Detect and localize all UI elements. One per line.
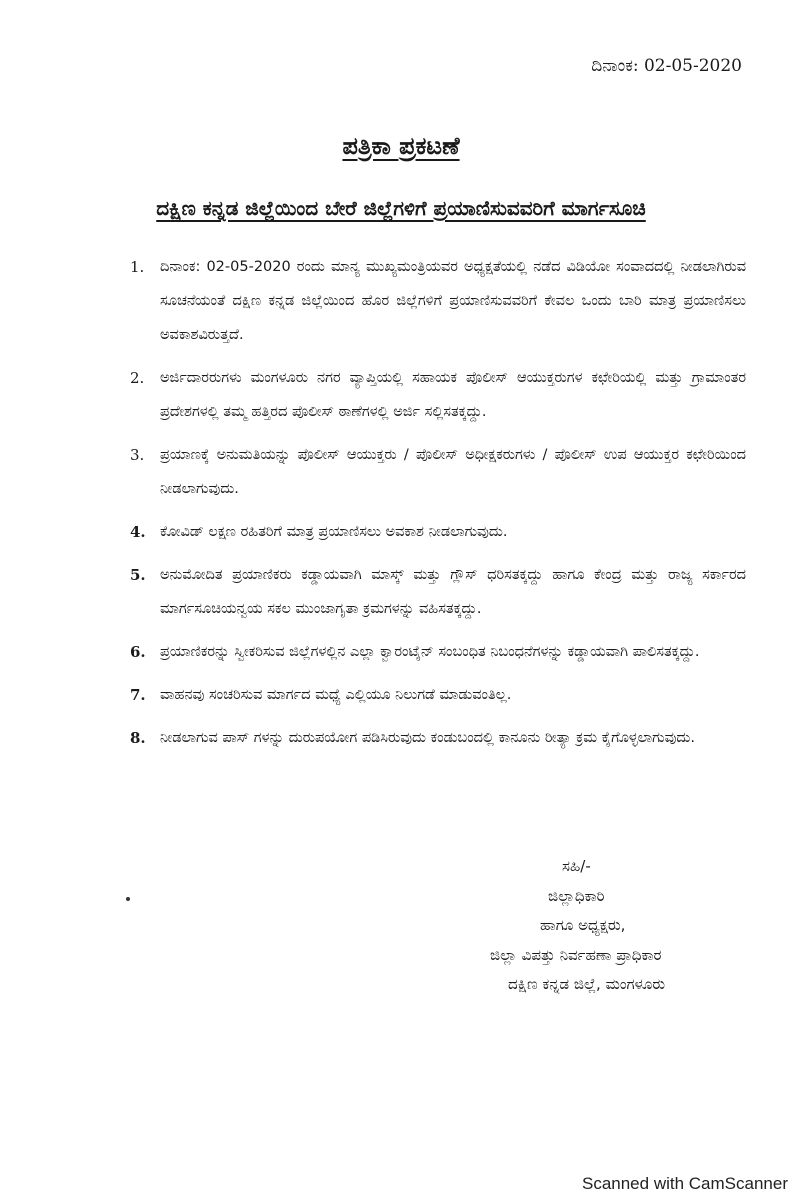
list-item-text: ನೀಡಲಾಗುವ ಪಾಸ್ ಗಳನ್ನು ದುರುಪಯೋಗ ಪಡಿಸಿರುವುದು ಕಂಡುಬಂದಲ್ಲಿ ಕಾನೂನು ರೀತ್ಯಾ ಕ್ರಮ ಕೈಗೊಳ್ಳಲಾಗುವುದು. <box>160 730 695 746</box>
list-item <box>130 250 746 352</box>
list-item-number: 8. <box>130 729 146 747</box>
signature-location: ದಕ್ಷಿಣ ಕನ್ನಡ ಜಿಲ್ಲೆ, ಮಂಗಳೂರು <box>508 975 666 993</box>
signature-designation: ಜಿಲ್ಲಾಧಿಕಾರಿ <box>548 886 605 905</box>
signature-authority: ಜಿಲ್ಲಾ ವಿಪತ್ತು ನಿರ್ವಹಣಾ ಪ್ರಾಧಿಕಾರ <box>490 945 662 964</box>
list-item-number: 3. <box>130 446 145 464</box>
document-subtitle <box>0 196 802 220</box>
list-item-number: 5. <box>130 566 146 584</box>
document-title-text: ಪತ್ರಿಕಾ ಪ್ರಕಟಣೆ <box>342 132 460 160</box>
list-item-text: ಪ್ರಯಾಣಿಕರನ್ನು ಸ್ವೀಕರಿಸುವ ಜಿಲ್ಲೆಗಳಲ್ಲಿನ ಎಲ್ಲಾ ಕ್ವಾರಂಟೈನ್ ಸಂಬಂಧಿತ ನಿಬಂಧನೆಗಳನ್ನು ಕಡ್ಡಾಯವಾಗಿ ಪಾಲಿಸತಕ್ಕದ್ದು. <box>160 644 700 660</box>
list-item-number: 4. <box>130 523 146 541</box>
list-item <box>130 558 746 626</box>
document-title <box>0 132 802 160</box>
list-item-text: ದಿನಾಂಕ: 02-05-2020 ರಂದು ಮಾನ್ಯ ಮುಖ್ಯಮಂತ್ರಿಯವರ ಅಧ್ಯಕ್ಷತೆಯಲ್ಲಿ ನಡೆದ ವಿಡಿಯೋ ಸಂವಾದದಲ್ಲಿ ನೀಡಲಾಗಿರುವ ಸೂಚನೆಯಂತೆ ದಕ್ಷಿಣ ಕನ್ನಡ ಜಿಲ್ಲೆಯಿಂದ ಹೊರ ಜಿಲ್ಲೆಗಳಿಗೆ ಪ್ರಯಾಣಿಸುವವರಿಗೆ ಕೇವಲ ಒಂದು ಬಾರಿ ಮಾತ್ರ ಪ್ರಯಾಣಿಸಲು ಅವಕಾಶವಿರುತ್ತದೆ. <box>160 259 746 343</box>
list-item <box>130 678 746 712</box>
list-item-text: ಕೋವಿಡ್ ಲಕ್ಷಣ ರಹಿತರಿಗೆ ಮಾತ್ರ ಪ್ರಯಾಣಿಸಲು ಅವಕಾಶ ನೀಡಲಾಗುವುದು. <box>160 524 508 540</box>
camscanner-watermark: Scanned with CamScanner <box>581 1174 788 1193</box>
list-item-number: 2. <box>130 369 145 387</box>
signature-role: ಹಾಗೂ ಅಧ್ಯಕ್ಷರು, <box>540 916 626 934</box>
list-item <box>130 438 746 506</box>
list-item-text: ವಾಹನವು ಸಂಚರಿಸುವ ಮಾರ್ಗದ ಮಧ್ಯೆ ಎಲ್ಲಿಯೂ ನಿಲುಗಡೆ ಮಾಡುವಂತಿಲ್ಲ. <box>160 687 512 703</box>
list-item-text: ಅನುಮೋದಿತ ಪ್ರಯಾಣಿಕರು ಕಡ್ಡಾಯವಾಗಿ ಮಾಸ್ಕ್ ಮತ್ತು ಗ್ಲೌಸ್ ಧರಿಸತಕ್ಕದ್ದು ಹಾಗೂ ಕೇಂದ್ರ ಮತ್ತು ರಾಜ್ಯ ಸರ್ಕಾರದ ಮಾರ್ಗಸೂಚಿಯನ್ವಯ ಸಕಲ ಮುಂಜಾಗೃತಾ ಕ್ರಮಗಳನ್ನು ವಹಿಸತಕ್ಕದ್ದು. <box>160 567 746 617</box>
signature-line: ಸಹಿ/- <box>562 857 591 875</box>
list-item <box>130 721 746 755</box>
signature-block <box>450 852 750 1000</box>
guidelines-list <box>130 250 746 755</box>
list-item-number: 6. <box>130 643 146 661</box>
list-item-text: ಅರ್ಜಿದಾರರುಗಳು ಮಂಗಳೂರು ನಗರ ವ್ಯಾಪ್ತಿಯಲ್ಲಿ ಸಹಾಯಕ ಪೊಲೀಸ್ ಆಯುಕ್ತರುಗಳ ಕಛೇರಿಯಲ್ಲಿ ಮತ್ತು ಗ್ರಾಮಾಂತರ ಪ್ರದೇಶಗಳಲ್ಲಿ ತಮ್ಮ ಹತ್ತಿರದ ಪೊಲೀಸ್ ಠಾಣೆಗಳಲ್ಲಿ ಅರ್ಜಿ ಸಲ್ಲಿಸತಕ್ಕದ್ದು. <box>160 370 746 420</box>
list-item-number: 7. <box>130 686 146 704</box>
list-item <box>130 515 746 549</box>
scan-speck <box>126 897 130 901</box>
list-item <box>130 635 746 669</box>
list-item-text: ಪ್ರಯಾಣಕ್ಕೆ ಅನುಮತಿಯನ್ನು ಪೊಲೀಸ್ ಆಯುಕ್ತರು / ಪೊಲೀಸ್ ಅಧೀಕ್ಷಕರುಗಳು / ಪೊಲೀಸ್ ಉಪ ಆಯುಕ್ತರ ಕಛೇರಿಯಿಂದ ನೀಡಲಾಗುವುದು. <box>160 447 746 497</box>
document-subtitle-text: ದಕ್ಷಿಣ ಕನ್ನಡ ಜಿಲ್ಲೆಯಿಂದ ಬೇರೆ ಜಿಲ್ಲೆಗಳಿಗೆ ಪ್ರಯಾಣಿಸುವವರಿಗೆ ಮಾರ್ಗಸೂಚಿ <box>156 196 646 220</box>
list-item <box>130 361 746 429</box>
date-line: ದಿನಾಂಕ: 02-05-2020 <box>591 56 742 76</box>
list-item-number: 1. <box>130 258 145 276</box>
